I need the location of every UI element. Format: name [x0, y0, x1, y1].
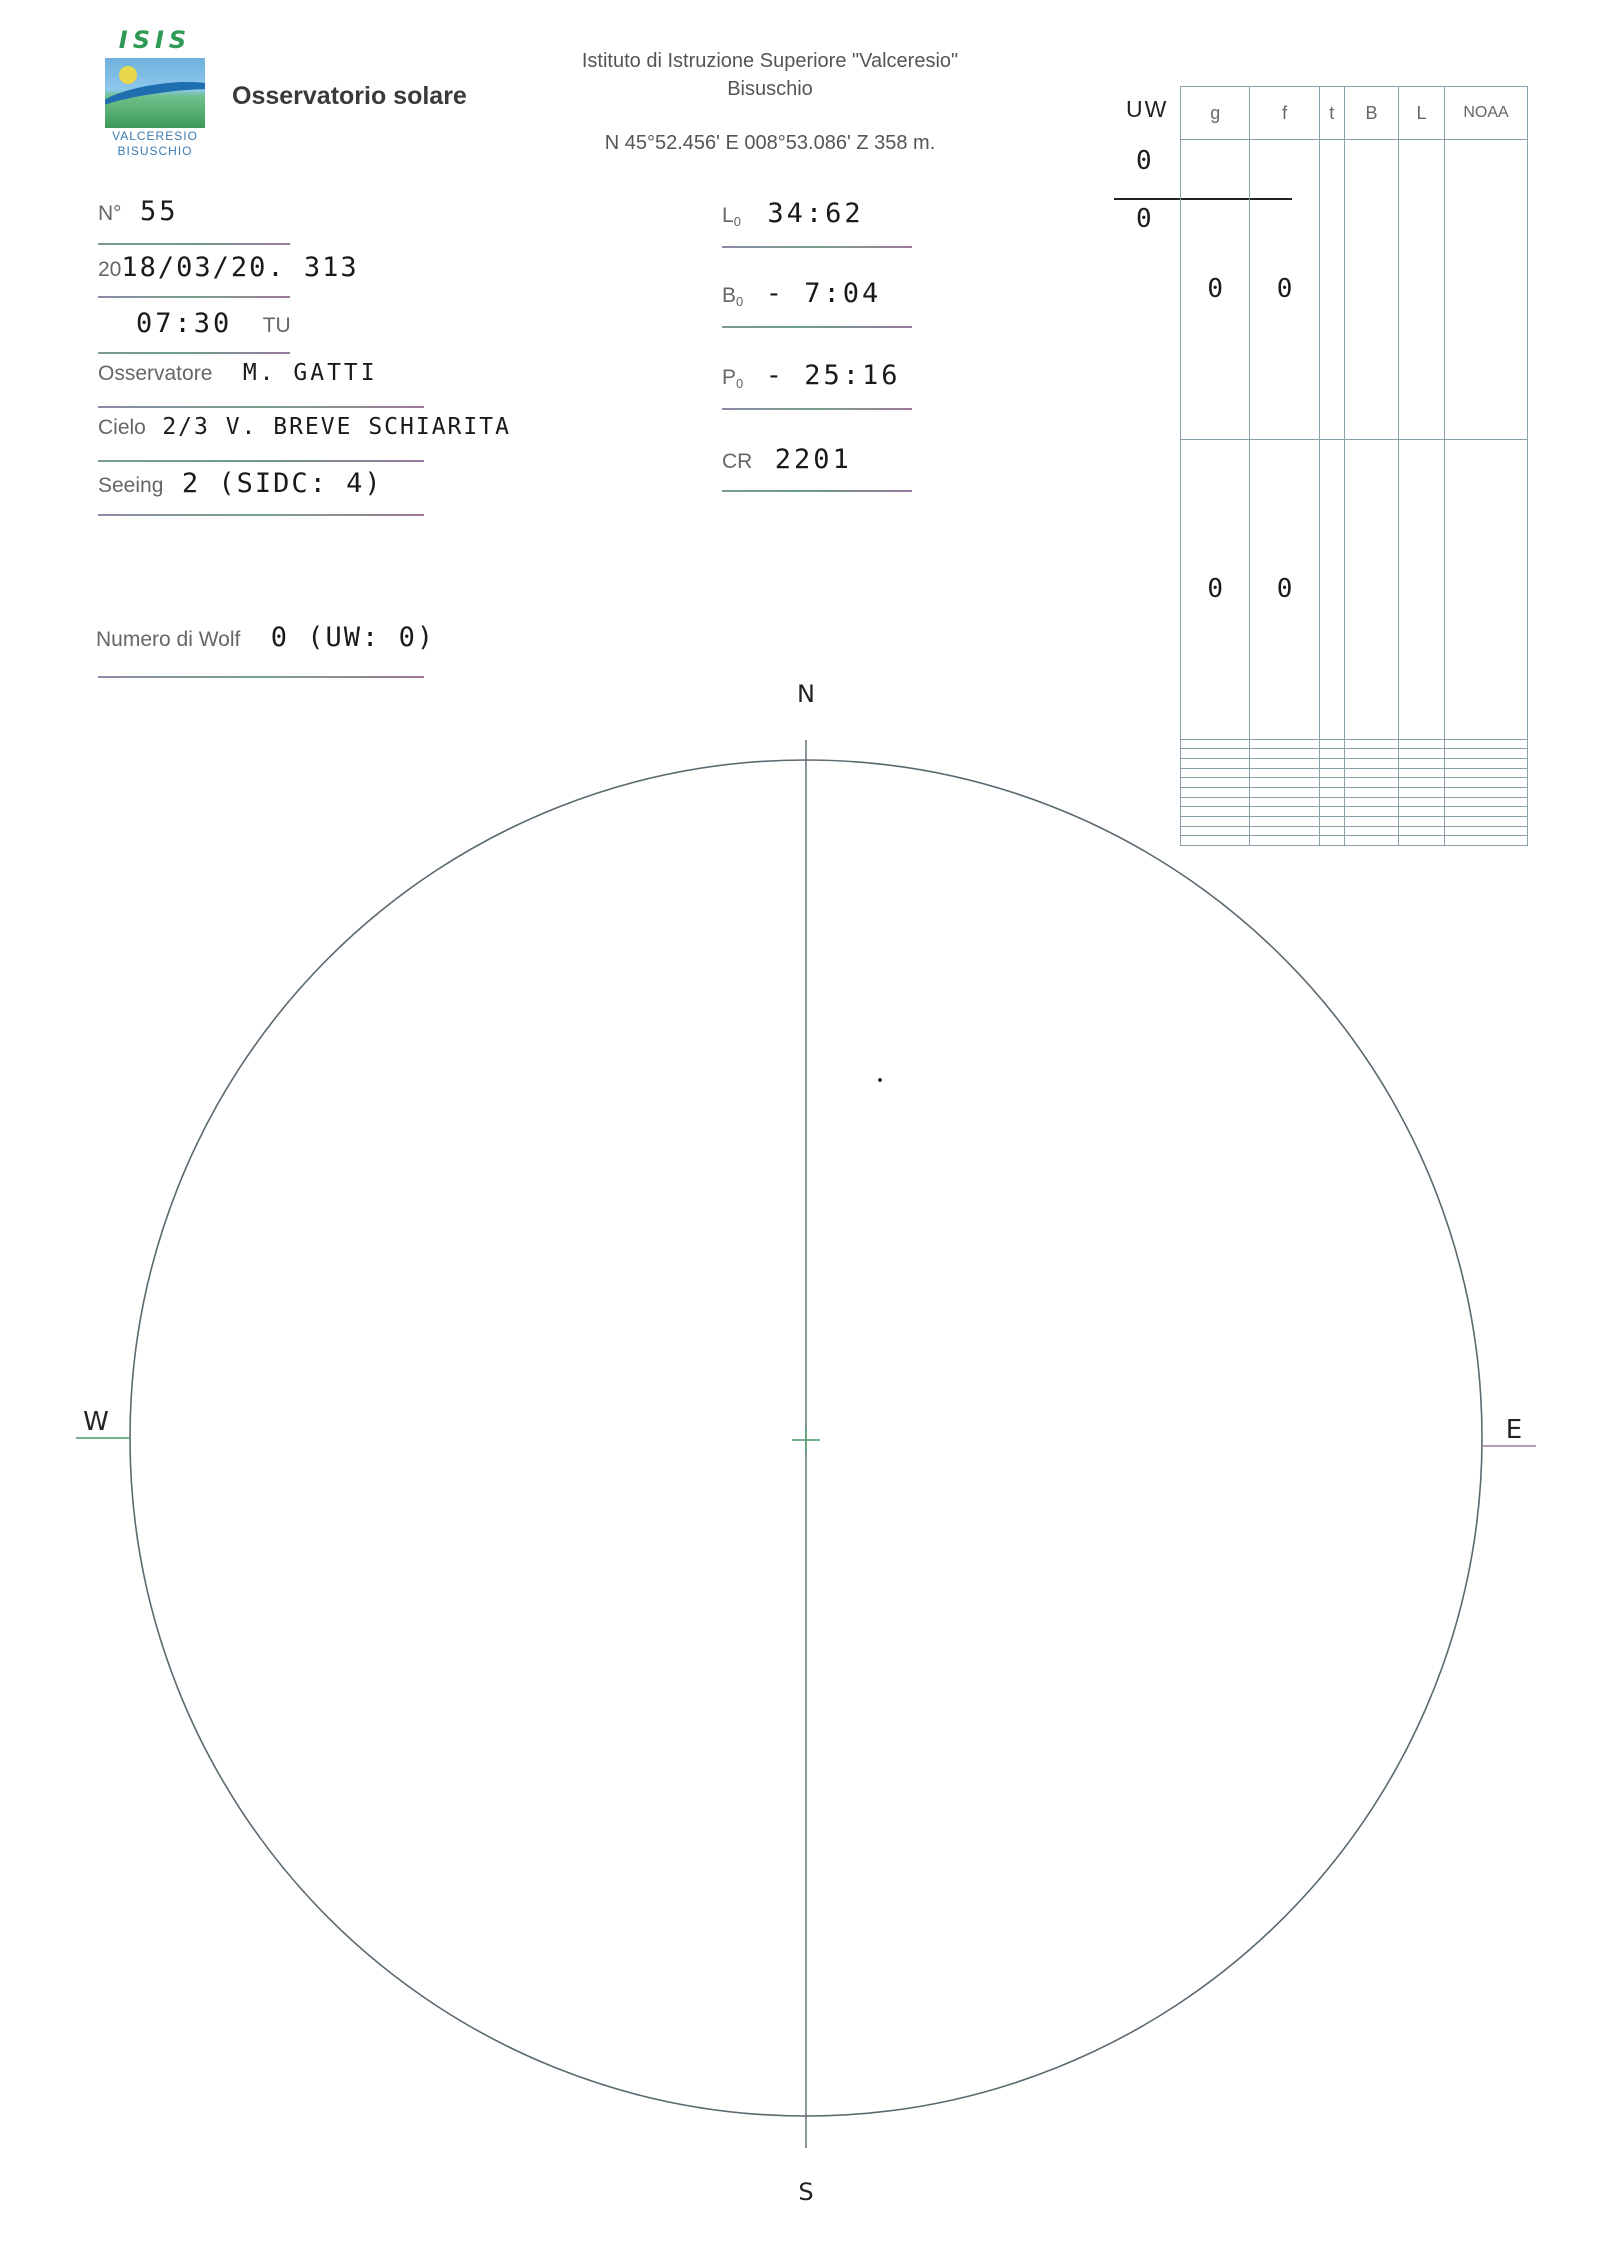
header-g: g: [1181, 87, 1250, 140]
l0-value: 34:62: [767, 198, 864, 229]
p0-sub: 0: [736, 376, 744, 392]
east-label: E: [1505, 1415, 1523, 1445]
header-l: L: [1399, 87, 1445, 140]
number-label: N°: [98, 202, 122, 225]
header-t: t: [1319, 87, 1344, 140]
sky-label: Cielo: [98, 416, 146, 439]
header-f: f: [1250, 87, 1319, 140]
school-name: Istituto di Istruzione Superiore "Valceresio": [581, 50, 959, 72]
date-prefix: 20: [98, 258, 122, 281]
observer-label: Osservatore: [98, 362, 213, 385]
l0-label: L: [722, 204, 734, 227]
p0-value: - 25:16: [765, 360, 901, 391]
logo-text: ISIS: [118, 26, 192, 54]
time-unit: TU: [262, 314, 291, 337]
time-value: 07:30: [136, 308, 233, 339]
header-b: B: [1344, 87, 1398, 140]
cr-label: CR: [722, 450, 753, 473]
seeing-value: 2 (SIDC: 4): [181, 468, 383, 499]
site-coordinates: N 45°52.456' E 008°53.086' Z 358 m.: [604, 132, 936, 154]
seeing-label: Seeing: [98, 474, 164, 497]
logo-sub-2: BISUSCHIO: [117, 144, 193, 158]
table-cell[interactable]: 0: [1181, 140, 1250, 440]
number-value: 55: [140, 196, 179, 227]
uw-value-2: 0: [1136, 204, 1155, 234]
b0-label: B: [722, 284, 737, 307]
uw-label: UW: [1126, 96, 1169, 122]
cr-value: 2201: [774, 444, 852, 475]
table-cell[interactable]: 0: [1250, 140, 1319, 440]
date-value: 18/03/20. 313: [121, 252, 359, 283]
school-town: Bisuschio: [727, 78, 813, 100]
b0-value: - 7:04: [765, 278, 882, 309]
header-noaa: NOAA: [1445, 87, 1528, 140]
north-label: N: [797, 680, 815, 708]
west-label: W: [83, 1407, 109, 1437]
south-label: S: [798, 2178, 814, 2206]
observer-value: M. GATTI: [242, 360, 378, 386]
p0-label: P: [722, 366, 737, 389]
sky-value: 2/3 V. BREVE SCHIARITA: [162, 414, 511, 440]
wolf-value: 0 (UW: 0): [270, 622, 436, 653]
b0-sub: 0: [736, 294, 744, 310]
table-cell[interactable]: 0: [1250, 439, 1319, 739]
observatory-title: Osservatorio solare: [232, 82, 467, 110]
wolf-label: Numero di Wolf: [96, 628, 241, 651]
table-cell[interactable]: 0: [1181, 439, 1250, 739]
l0-sub: 0: [733, 214, 741, 230]
dust-speck: [878, 1078, 882, 1082]
uw-value-1: 0: [1136, 146, 1155, 176]
logo-sub-1: VALCERESIO: [112, 129, 198, 143]
